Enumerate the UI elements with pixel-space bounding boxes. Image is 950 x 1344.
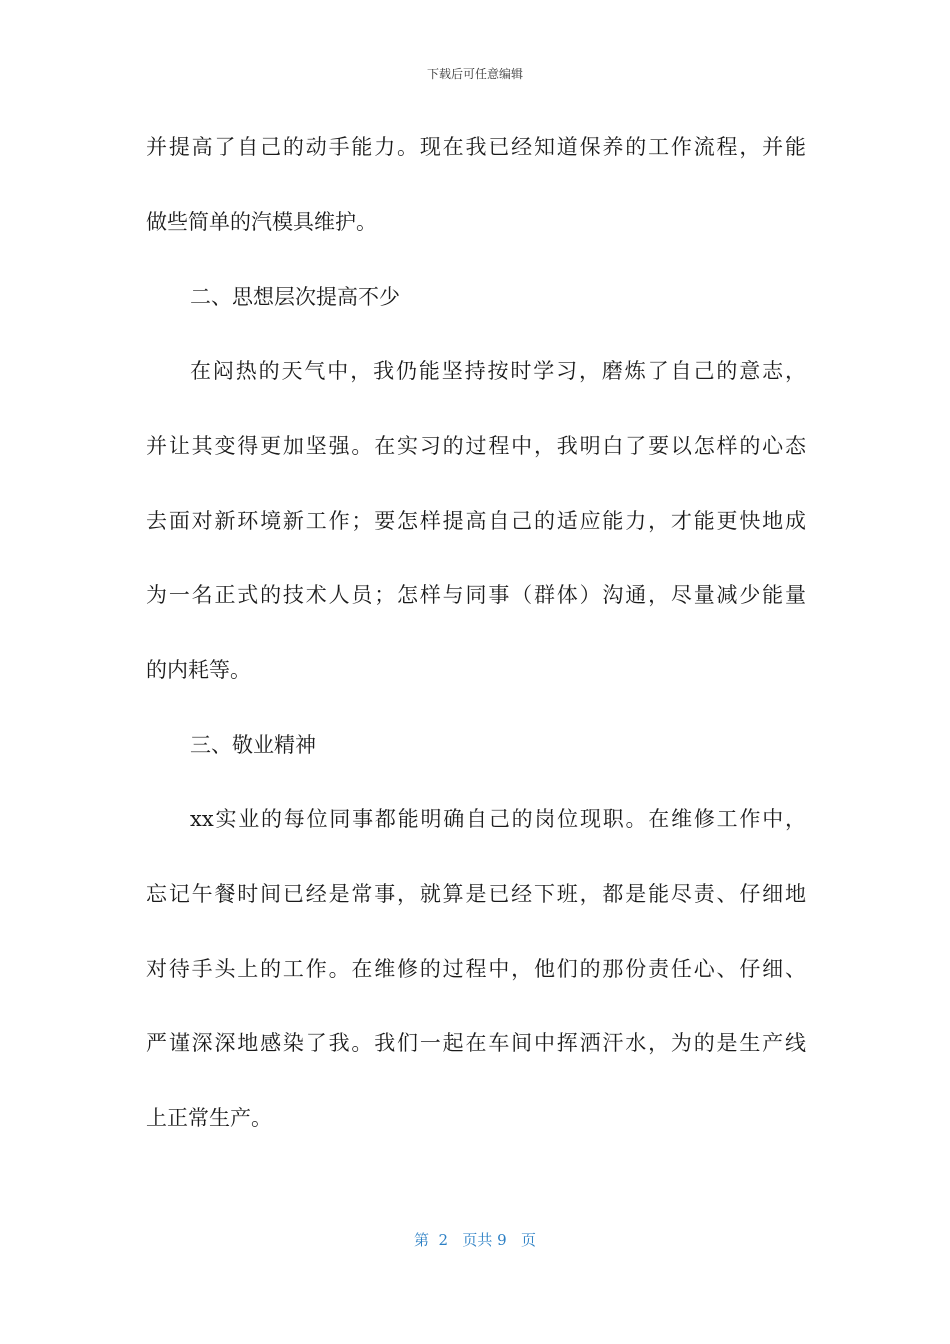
body-line: 做些简单的汽模具维护。 (146, 210, 377, 234)
body-line: 对待手头上的工作。在维修的过程中，他们的那份责任心、仔细、 (146, 957, 806, 981)
body-line: 上正常生产。 (146, 1106, 272, 1130)
body-line: 并提高了自己的动手能力。现在我已经知道保养的工作流程，并能 (146, 135, 806, 159)
section-heading: 三、敬业精神 (190, 733, 316, 757)
body-line: 忘记午餐时间已经是常事，就算是已经下班，都是能尽责、仔细地 (146, 882, 806, 906)
page-header: 下载后可任意编辑 (426, 67, 523, 81)
body-line: 并让其变得更加坚强。在实习的过程中，我明白了要以怎样的心态 (146, 434, 806, 458)
body-line: 去面对新环境新工作；要怎样提高自己的适应能力，才能更快地成 (146, 509, 806, 533)
body-line: xx实业的每位同事都能明确自己的岗位现职。在维修工作中， (190, 807, 806, 831)
page-number-footer: 第 2 页共 9 页 (414, 1231, 536, 1249)
body-line: 为一名正式的技术人员；怎样与同事（群体）沟通，尽量减少能量 (146, 583, 806, 607)
body-line: 在闷热的天气中，我仍能坚持按时学习，磨炼了自己的意志， (190, 359, 806, 383)
body-line: 的内耗等。 (146, 658, 251, 682)
section-heading: 二、思想层次提高不少 (190, 285, 400, 309)
body-line: 严谨深深地感染了我。我们一起在车间中挥洒汗水，为的是生产线 (146, 1031, 806, 1055)
